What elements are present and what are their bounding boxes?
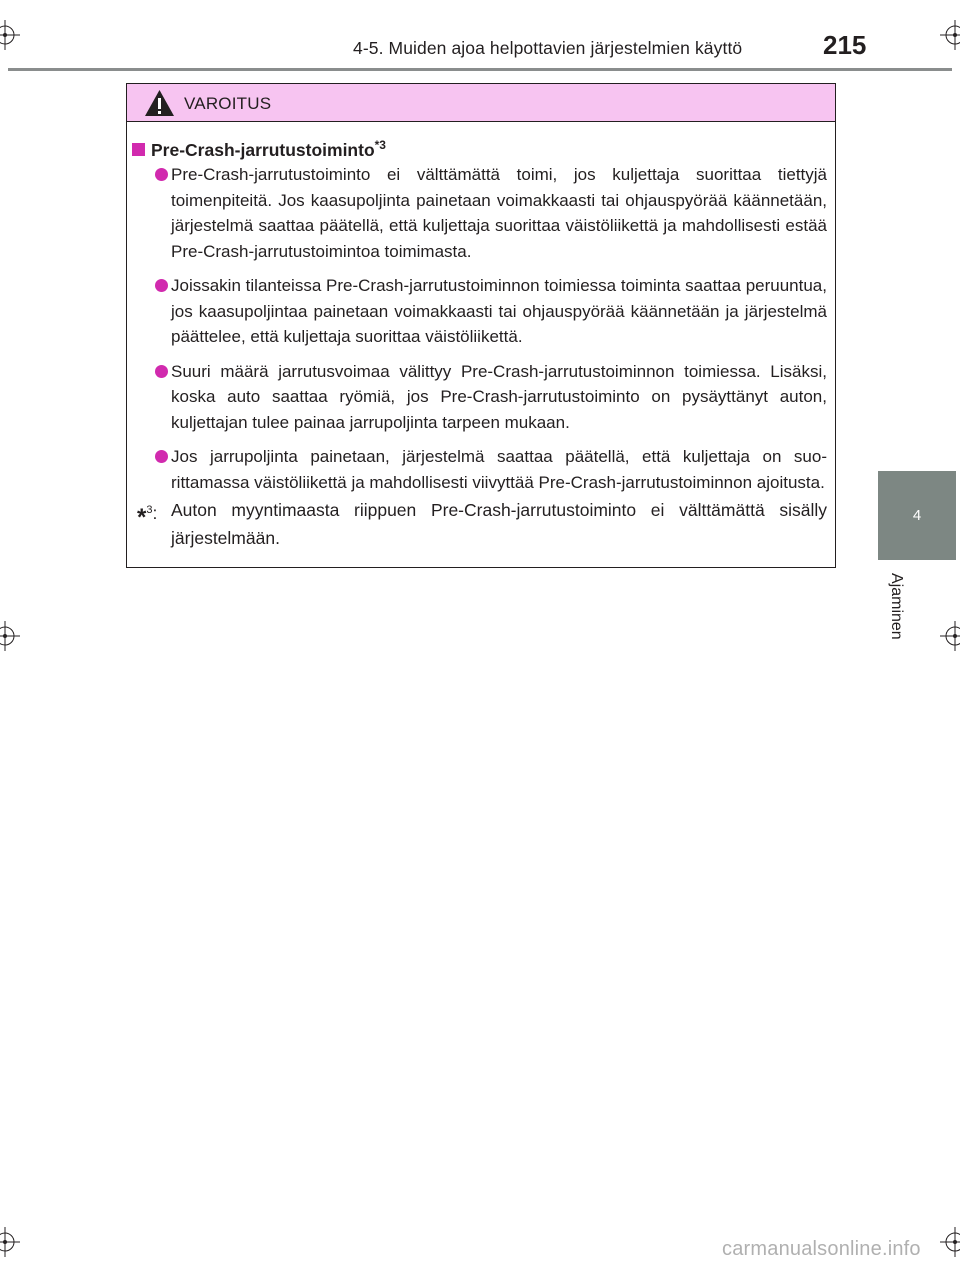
section-heading: 4-5. Muiden ajoa helpottavien järjestelmien käyttö	[353, 38, 743, 58]
list-item-text: Pre-Crash-jarrutustoiminto ei välttämättä toimi, jos kuljettaja suorittaa tiettyjä toimenpiteitä. Jos kaasupoljinta painetaan voimakkaasti tai ohjauspyörää käännetään, järjestelmä saattaa päätellä, että kuljettaja suorittaa väistöliikettä ja mahdollisesti estää Pre-Crash-jarrutustoimintoa toimimasta.	[171, 165, 827, 261]
warning-title: VAROITUS	[184, 94, 272, 113]
watermark: carmanualsonline.info	[722, 1238, 921, 1260]
footnote	[137, 496, 827, 552]
square-bullet-icon	[132, 143, 145, 156]
page-header	[0, 28, 960, 68]
footnote-marker	[137, 496, 157, 532]
list-item	[127, 359, 835, 436]
list-item	[127, 444, 835, 495]
round-bullet-icon	[155, 365, 168, 378]
warning-box	[126, 83, 836, 568]
warning-triangle-icon	[144, 89, 175, 117]
registration-mark-bottom-left-icon	[0, 1227, 20, 1257]
footnote-number: 3	[146, 504, 153, 516]
registration-mark-mid-right-icon	[940, 621, 960, 651]
round-bullet-icon	[155, 168, 168, 181]
round-bullet-icon	[155, 450, 168, 463]
warning-header	[127, 84, 835, 122]
registration-mark-bottom-right-icon	[940, 1227, 960, 1257]
section-superscript: *3	[374, 138, 386, 152]
section-title-text: Pre-Crash-jarrutustoiminto	[151, 140, 375, 160]
chapter-number: 4	[912, 507, 922, 524]
chapter-label-container	[880, 568, 908, 658]
footnote-text: Auton myyntimaasta riippuen Pre-Crash-jarrutustoiminto ei välttämättä sisälly järjestelmään.	[171, 500, 827, 548]
header-divider	[8, 68, 952, 71]
chapter-label: Ajaminen	[888, 573, 905, 640]
section-title	[132, 138, 386, 161]
footnote-star: *	[137, 504, 147, 531]
chapter-tab	[878, 471, 956, 560]
footnote-separator: :	[152, 503, 158, 523]
warning-list	[127, 162, 835, 504]
registration-mark-mid-left-icon	[0, 621, 20, 651]
page-number: 215	[823, 30, 867, 60]
list-item	[127, 273, 835, 350]
list-item	[127, 162, 835, 264]
list-item-text: Joissakin tilanteissa Pre-Crash-jarrutustoiminnon toimiessa toiminta saattaa peruuntua, jos kaasupoljintaa painetaan voimakkaasti tai ohjauspyörää käännetään ja järjestelmä päättelee, että kuljettaja suorittaa väistöliikettä.	[171, 276, 827, 346]
list-item-text: Suuri määrä jarrutusvoimaa välittyy Pre-Crash-jarrutustoiminnon toimiessa. Lisäksi, koska auto saattaa ryömiä, jos Pre-Crash-jarrutustoiminto on pysäyttänyt auton, kuljettajan tulee painaa jarrupoljinta tarpeen mukaan.	[171, 361, 827, 432]
round-bullet-icon	[155, 279, 168, 292]
list-item-text: Jos jarrupoljinta painetaan, järjestelmä saattaa päätellä, että kuljettaja on suorittamassa väistöliikettä ja mahdollisesti viivyttää Pre-Crash-jarrutustoiminnon ajoitusta.	[171, 447, 827, 492]
